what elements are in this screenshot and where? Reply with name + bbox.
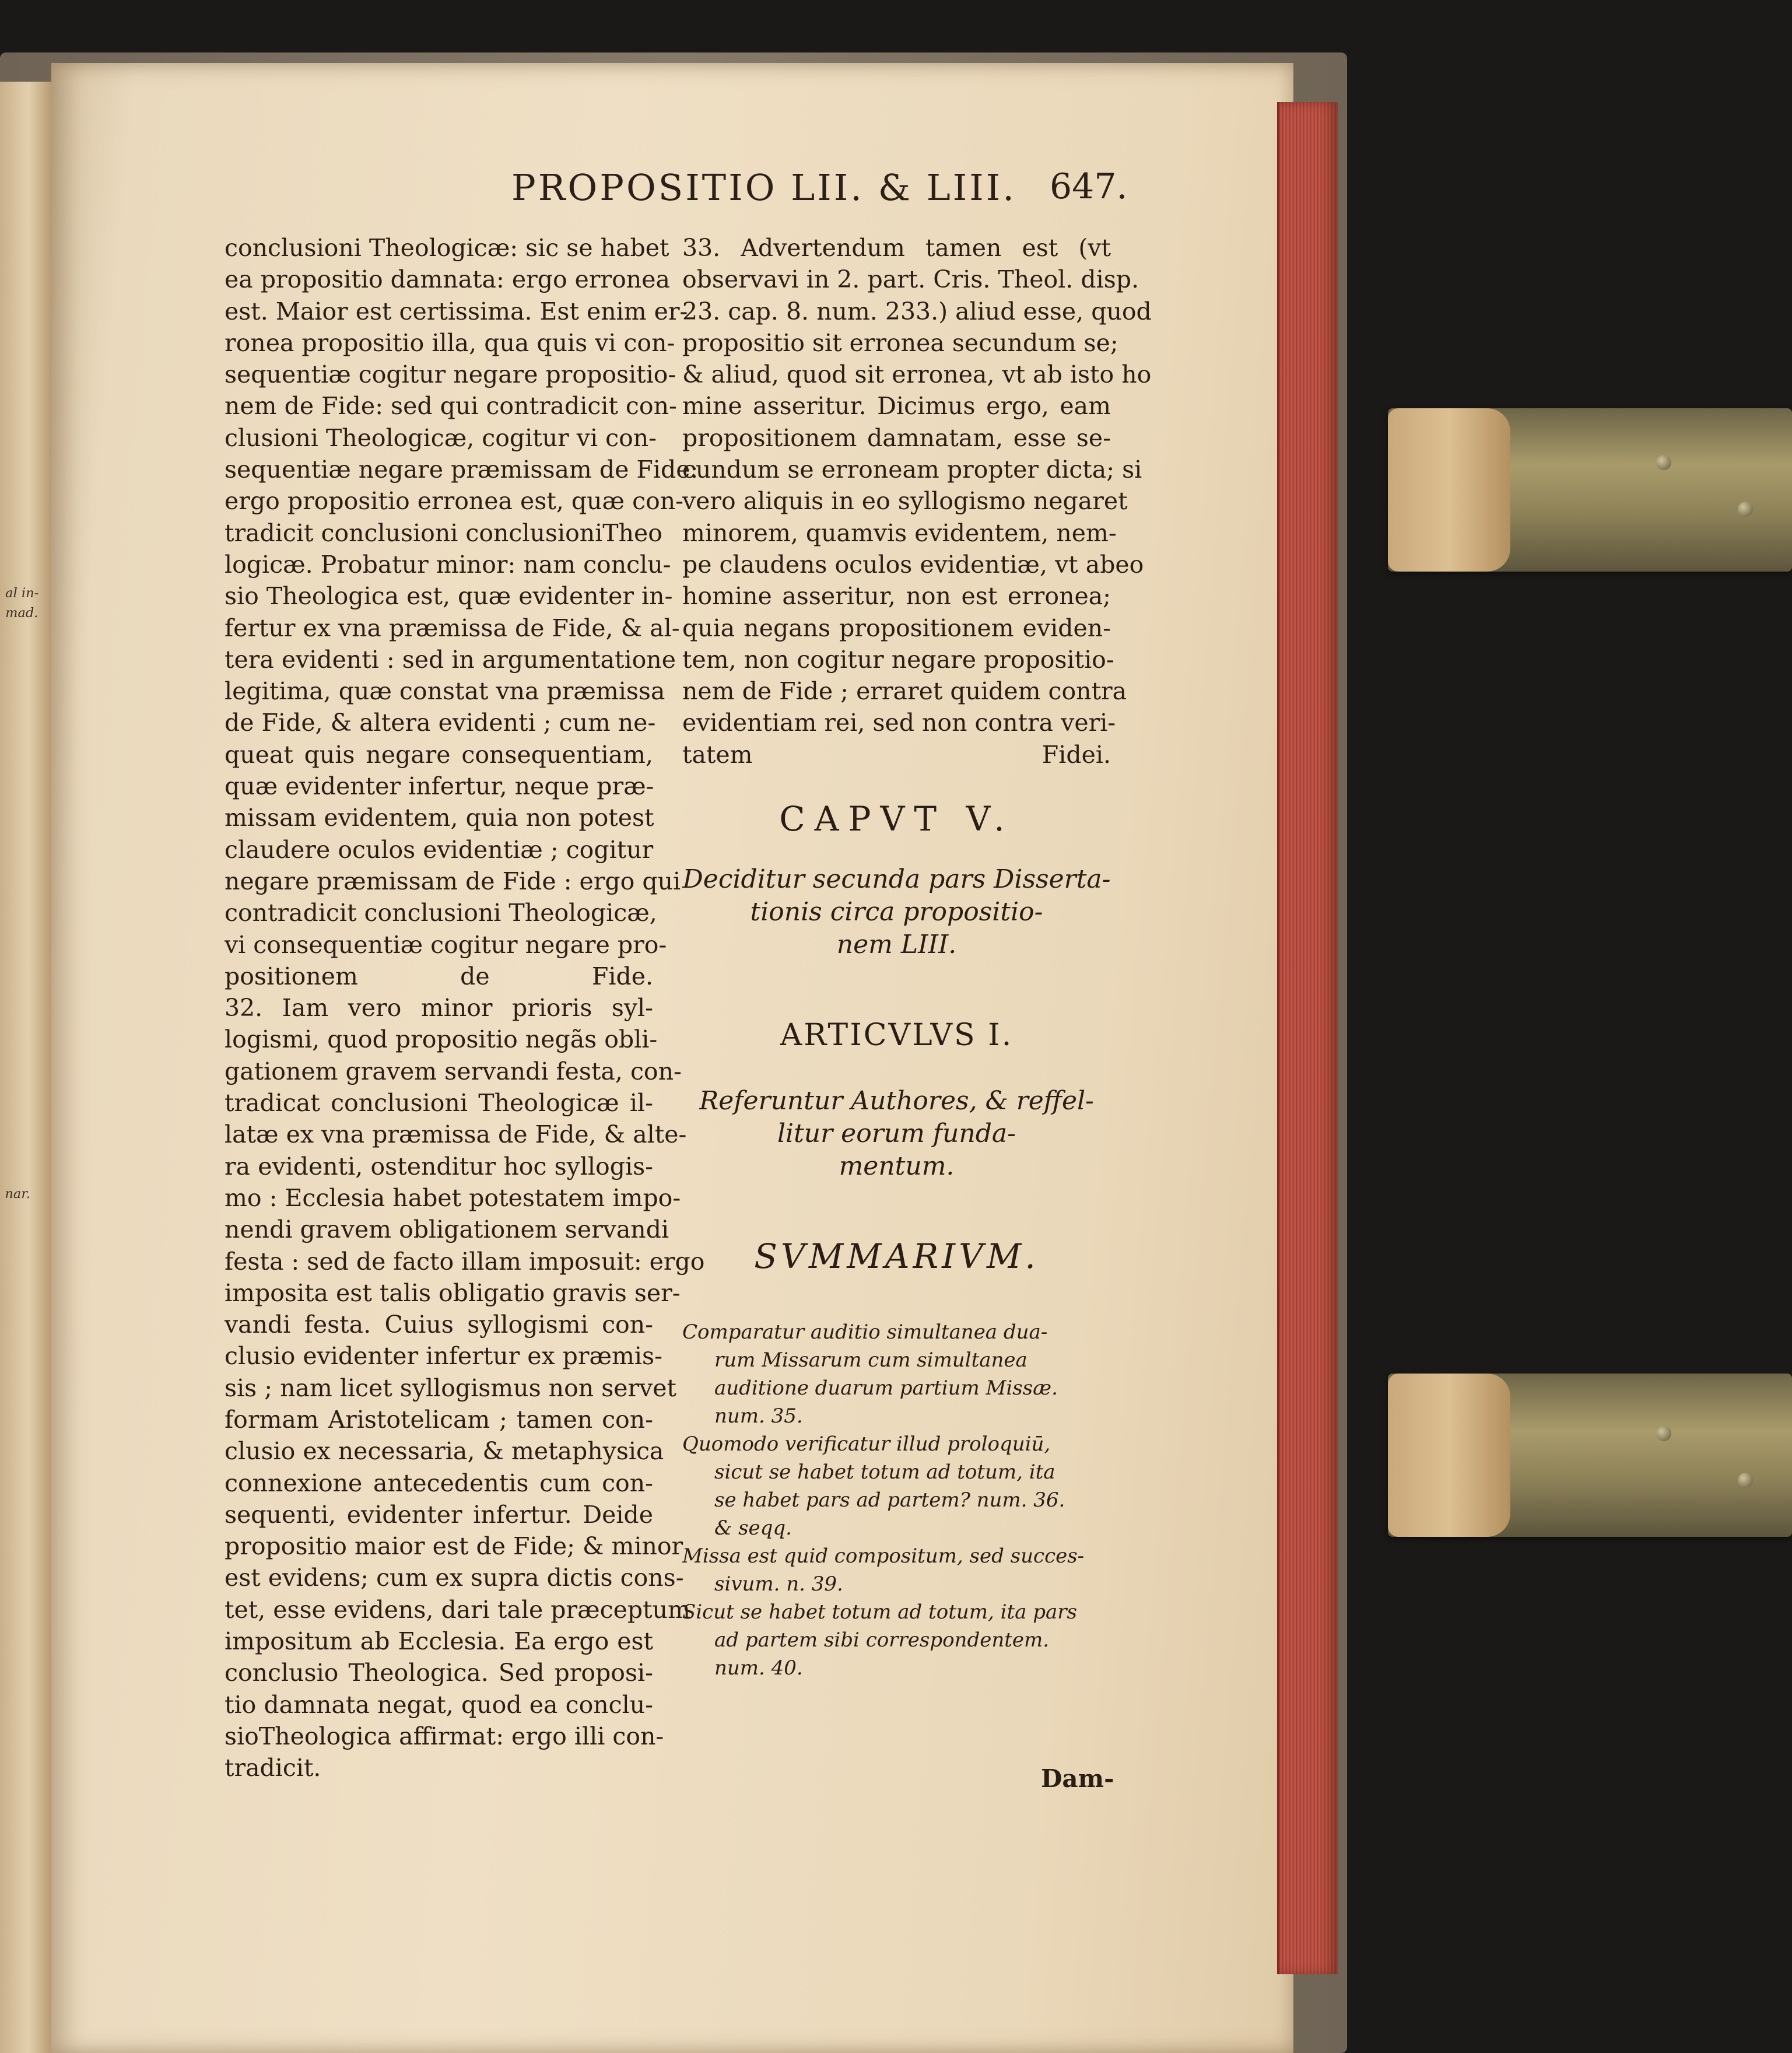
margin-note: mad. — [5, 605, 38, 621]
summary-entry — [682, 1430, 1111, 1542]
rivet — [1656, 455, 1671, 470]
text-line: logismi, quod propositio negãs obli- — [225, 1025, 658, 1054]
text-line: sis ; nam licet syllogismus non servet — [225, 1374, 676, 1402]
text-line: clusio evidenter infertur ex præmis- — [225, 1342, 662, 1371]
chapter-subtitle-line: Deciditur secunda pars Disserta- — [682, 864, 1111, 894]
summary-line: auditione duarum partium Missæ. — [714, 1376, 1058, 1400]
left-page-edge — [0, 82, 53, 2053]
text-line: homine asseritur, non est erronea; — [682, 582, 1111, 611]
text-line: tet, esse evidens, dari tale præceptum — [225, 1595, 690, 1624]
text-line: conclusio Theologica. Sed proposi- — [225, 1659, 653, 1687]
article-subtitle-line: mentum. — [839, 1151, 955, 1181]
summary-line: num. 40. — [714, 1656, 803, 1680]
summary-heading: SVMMARIVM. — [754, 1236, 1039, 1276]
text-line: ra evidenti, ostenditur hoc syllogis- — [225, 1152, 653, 1180]
chapter-subtitle-line: tionis circa propositio- — [750, 897, 1043, 927]
text-line: tera evidenti : sed in argumentatione — [225, 645, 676, 674]
text-line: est evidens; cum ex supra dictis cons- — [225, 1564, 684, 1592]
text-line: propositionem damnatam, esse se- — [682, 423, 1111, 452]
text-line: contradicit conclusioni Theologicæ, — [225, 899, 657, 927]
text-line: ea propositio damnata: ergo erronea — [225, 265, 670, 294]
text-line: ronea propositio illa, qua quis vi con- — [225, 328, 675, 357]
text-line: clusio ex necessaria, & metaphysica — [225, 1437, 664, 1466]
text-line: negare præmissam de Fide : ergo qui — [225, 867, 681, 895]
chapter-subtitle — [682, 863, 1111, 961]
text-line: mine asseritur. Dicimus ergo, eam — [682, 392, 1111, 421]
text-line: queat quis negare consequentiam, — [225, 740, 653, 769]
text-line: logicæ. Probatur minor: nam conclu- — [225, 550, 671, 579]
text-line: nem de Fide ; erraret quidem contra — [682, 677, 1127, 706]
summary-line: ad partem sibi correspondentem. — [714, 1628, 1050, 1652]
summary-entry — [682, 1318, 1111, 1430]
text-line: propositio sit erronea secundum se; — [682, 328, 1118, 357]
summary-line: num. 35. — [714, 1404, 803, 1428]
text-line: propositio maior est de Fide; & minor — [225, 1532, 683, 1561]
text-line: legitima, quæ constat vna præmissa — [225, 677, 665, 706]
text-line: impositum ab Ecclesia. Ea ergo est — [225, 1627, 653, 1656]
text-line: ergo propositio erronea est, quæ con- — [225, 487, 684, 516]
text-line: nem de Fide: sed qui contradicit con- — [225, 392, 677, 421]
summary-line: rum Missarum cum simultanea — [714, 1348, 1027, 1372]
text-line: sequentiæ negare præmissam de Fide: — [225, 456, 699, 484]
text-line: vi consequentiæ cogitur negare pro- — [225, 930, 667, 959]
summary-line: Comparatur auditio simultanea dua- — [682, 1320, 1048, 1344]
text-line: quæ evidenter infertur, neque præ- — [225, 772, 654, 801]
text-line: vandi festa. Cuius syllogismi con- — [225, 1311, 653, 1339]
text-line: connexione antecedentis cum con- — [225, 1469, 653, 1497]
rivet — [1738, 502, 1753, 517]
page-number: 647. — [1050, 166, 1128, 207]
text-line: 23. cap. 8. num. 233.) aliud esse, quod — [682, 297, 1152, 325]
clasp-upper — [1388, 408, 1792, 572]
text-line: positionem de Fide. — [225, 962, 653, 990]
summary-line: sicut se habet totum ad totum, ita — [714, 1460, 1055, 1484]
page-header — [432, 166, 1155, 230]
text-line: clusioni Theologicæ, cogitur vi con- — [225, 423, 657, 452]
article-subtitle-line: Referuntur Authores, & reffel- — [699, 1086, 1094, 1116]
chapter-heading: CAPVT V. — [779, 799, 1014, 839]
summary-entry — [682, 1542, 1111, 1598]
summary-line: se habet pars ad partem? num. 36. — [714, 1488, 1065, 1512]
text-line: tradicit. — [225, 1754, 321, 1782]
summary-line: Missa est quid compositum, sed succes- — [682, 1544, 1085, 1568]
text-line: minorem, quamvis evidentem, nem- — [682, 518, 1117, 547]
rivet — [1738, 1473, 1753, 1488]
text-line: claudere oculos evidentiæ ; cogitur — [225, 835, 654, 864]
text-line: sequenti, evidenter infertur. Deide — [225, 1500, 653, 1529]
text-line: tatem Fidei. — [682, 740, 1111, 769]
red-page-edges — [1277, 102, 1338, 1974]
text-line: conclusioni Theologicæ: sic se habet — [225, 234, 669, 262]
text-line: formam Aristotelicam ; tamen con- — [225, 1405, 653, 1434]
margin-note: nar. — [5, 1186, 30, 1201]
text-line: & aliud, quod sit erronea, vt ab isto ho — [682, 360, 1152, 389]
text-line: evidentiam rei, sed non contra veri- — [682, 709, 1116, 737]
clasp-leather — [1388, 408, 1510, 572]
text-line: sio Theologica est, quæ evidenter in- — [225, 582, 673, 611]
catchword: Dam- — [1041, 1764, 1114, 1793]
clasp-leather — [1388, 1374, 1510, 1537]
article-heading: ARTICVLVS I. — [780, 1018, 1014, 1053]
text-line: gationem gravem servandi festa, con- — [225, 1057, 682, 1085]
text-line: cundum se erroneam propter dicta; si — [682, 456, 1142, 484]
summary-line: Sicut se habet totum ad totum, ita pars — [682, 1600, 1077, 1624]
text-line: tradicit conclusioni conclusioniTheo — [225, 518, 662, 547]
text-line: pe claudens oculos evidentiæ, vt abeo — [682, 550, 1144, 579]
text-line: festa : sed de facto illam imposuit: ergo — [225, 1247, 705, 1276]
text-line: de Fide, & altera evidenti ; cum ne- — [225, 709, 656, 737]
text-line: latæ ex vna præmissa de Fide, & alte- — [225, 1120, 687, 1149]
text-line: tem, non cogitur negare propositio- — [682, 645, 1114, 674]
margin-note: al in- — [5, 585, 39, 601]
rivet — [1656, 1426, 1671, 1441]
text-line: est. Maior est certissima. Est enim er- — [225, 297, 688, 325]
summary-line: Quomodo verificatur illud proloquiū, — [682, 1432, 1051, 1456]
text-line: tio damnata negat, quod ea conclu- — [225, 1690, 653, 1719]
text-line: vero aliquis in eo syllogismo negaret — [682, 487, 1128, 516]
text-line: fertur ex vna præmissa de Fide, & al- — [225, 614, 680, 642]
text-line: nendi gravem obligationem servandi — [225, 1215, 669, 1244]
summary-entry — [682, 1598, 1111, 1682]
text-line: sioTheologica affirmat: ergo illi con- — [225, 1722, 664, 1750]
article-subtitle-line: litur eorum funda- — [777, 1119, 1016, 1148]
running-head: PROPOSITIO LII. & LIII. — [511, 166, 1016, 209]
text-line: 33. Advertendum tamen est (vt — [682, 234, 1111, 262]
summary-line: sivum. n. 39. — [714, 1572, 843, 1596]
text-line: quia negans propositionem eviden- — [682, 614, 1111, 642]
text-line: tradicat conclusioni Theologicæ il- — [225, 1089, 653, 1117]
chapter-subtitle-line: nem LIII. — [836, 930, 957, 959]
text-line: 32. Iam vero minor prioris syl- — [225, 994, 653, 1022]
left-column — [225, 232, 705, 1784]
right-column-text — [682, 232, 1152, 770]
article-subtitle — [682, 1085, 1111, 1183]
text-line: mo : Ecclesia habet potestatem impo- — [225, 1183, 681, 1212]
text-line: sequentiæ cogitur negare propositio- — [225, 360, 676, 389]
text-line: observavi in 2. part. Cris. Theol. disp. — [682, 265, 1139, 294]
text-line: missam evidentem, quia non potest — [225, 804, 654, 832]
text-line: imposita est talis obligatio gravis ser- — [225, 1278, 681, 1307]
clasp-lower — [1388, 1374, 1792, 1537]
summary-list — [682, 1318, 1111, 1682]
summary-line: & seqq. — [714, 1516, 792, 1540]
